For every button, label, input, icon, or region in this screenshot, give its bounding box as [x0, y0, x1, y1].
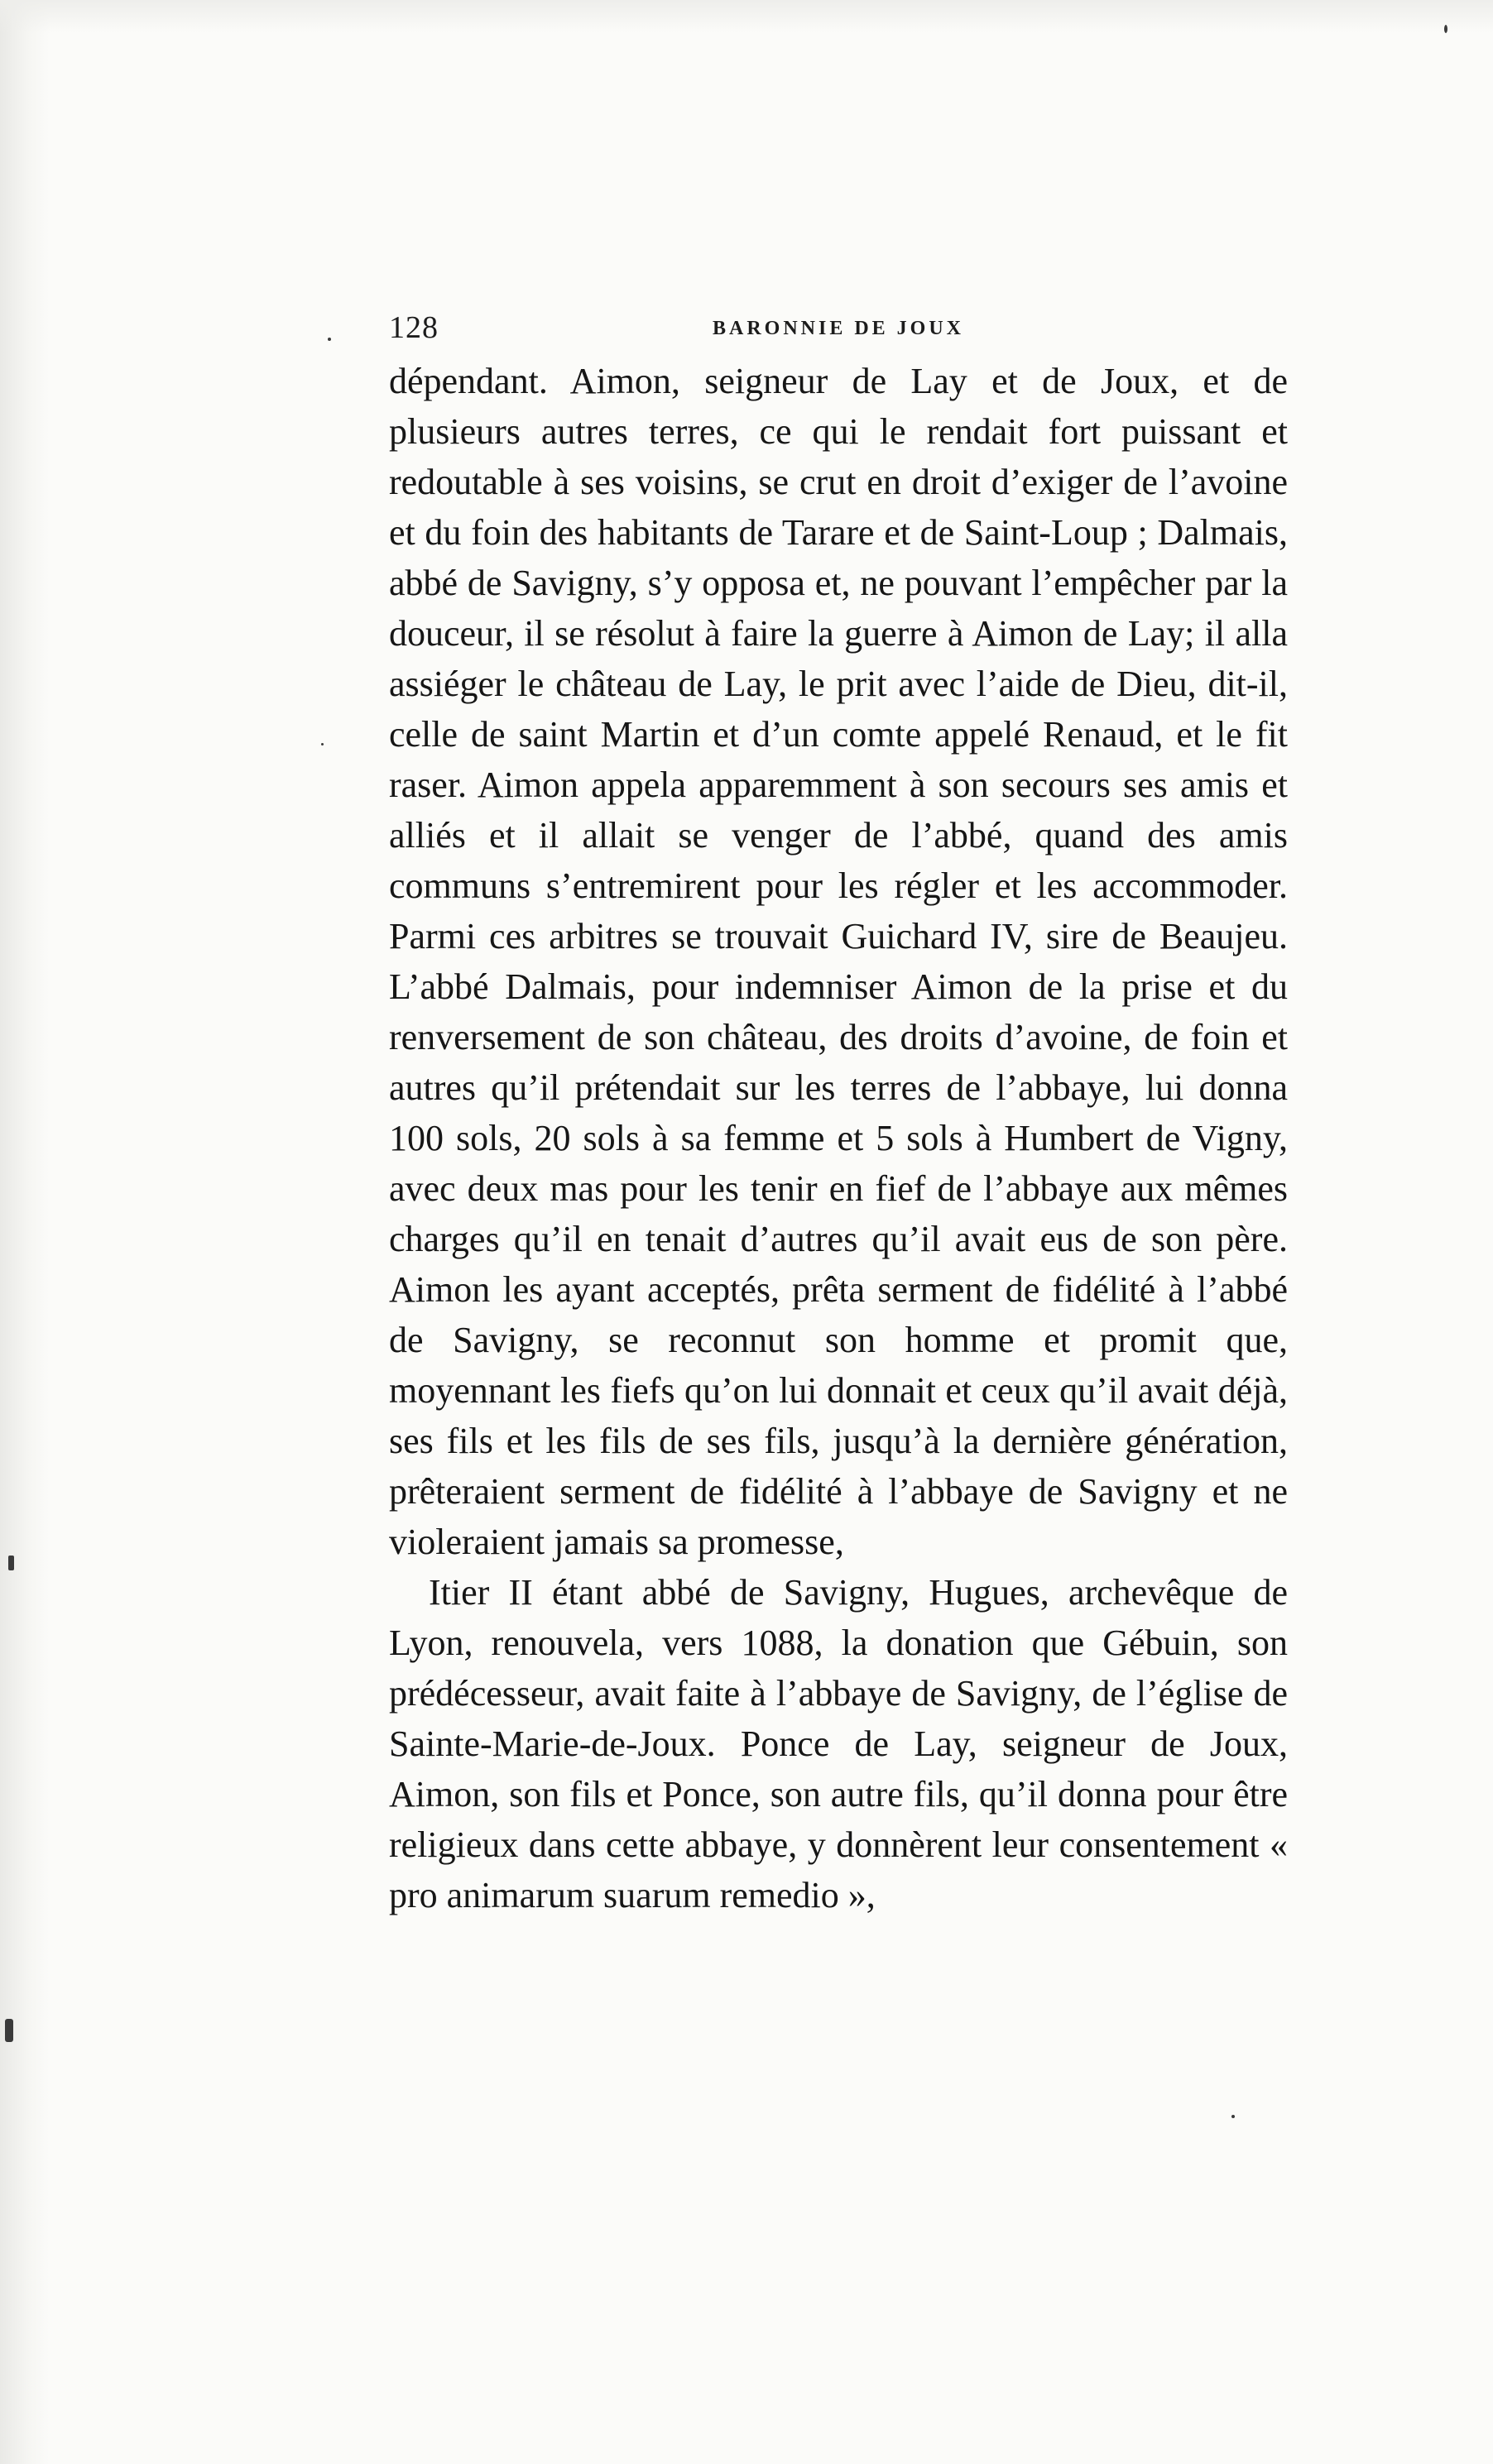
- page-number: 128: [389, 310, 439, 345]
- print-speck: [5, 2019, 13, 2042]
- print-speck: [321, 743, 324, 745]
- paragraph: Itier II étant abbé de Savigny, Hugues, archevêque de Lyon, renouvela, vers 1088, la donation que Gébuin, son prédécesseur, avait faite à l’abbaye de Savigny, de l’église de Sainte-Marie-de-Joux. Ponce de Lay, seigneur de Joux, Aimon, son fils et Ponce, son autre fils, qu’il donna pour être religieux dans cette abbaye, y donnèrent leur consentement « pro animarum suarum remedio »,: [389, 1572, 1288, 1915]
- page-binding-edge: [0, 0, 50, 2464]
- paragraph: dépendant. Aimon, seigneur de Lay et de Joux, et de plusieurs autres terres, ce qui le rendait fort puissant et redoutable à ses voisins, se crut en droit d’exiger de l’avoine et du foin des habitants de Tarare et de Saint-Loup ; Dalmais, abbé de Savigny, s’y opposa et, ne pouvant l’empêcher par la douceur, il se résolut à faire la guerre à Aimon de Lay; il alla assiéger le château de Lay, le prit avec l’aide de Dieu, dit-il, celle de saint Martin et d’un comte appelé Renaud, et le fit raser. Aimon appela apparemment à son secours ses amis et alliés et il allait se venger de l’abbé, quand des amis communs s’entremirent pour les régler et les accommoder. Parmi ces arbitres se trouvait Guichard IV, sire de Beaujeu. L’abbé Dalmais, pour indemniser Aimon de la prise et du renversement de son château, des droits d’avoine, de foin et autres qu’il prétendait sur les terres de l’abbaye, lui donna 100 sols, 20 sols à sa femme et 5 sols à Humbert de Vigny, avec deux mas pour les tenir en fief de l’abbaye aux mêmes charges qu’il en tenait d’autres qu’il avait eus de son père. Aimon les ayant acceptés, prêta serment de fidélité à l’abbé de Savigny, se reconnut son homme et promit que, moyennant les fiefs qu’on lui donnait et ceux qu’il avait déjà, ses fils et les fils de ses fils, jusqu’à la dernière génération, prêteraient serment de fidélité à l’abbaye de Savigny et ne violeraient jamais sa promesse,: [389, 361, 1288, 1562]
- page-header: [389, 309, 1288, 359]
- print-speck: [8, 1556, 14, 1570]
- print-speck: [1444, 25, 1447, 33]
- running-head: BARONNIE DE JOUX: [712, 318, 965, 339]
- page-top-edge: [0, 0, 1493, 33]
- body-text: [389, 356, 1288, 1920]
- print-speck: [1231, 2115, 1235, 2118]
- print-speck: [328, 338, 331, 341]
